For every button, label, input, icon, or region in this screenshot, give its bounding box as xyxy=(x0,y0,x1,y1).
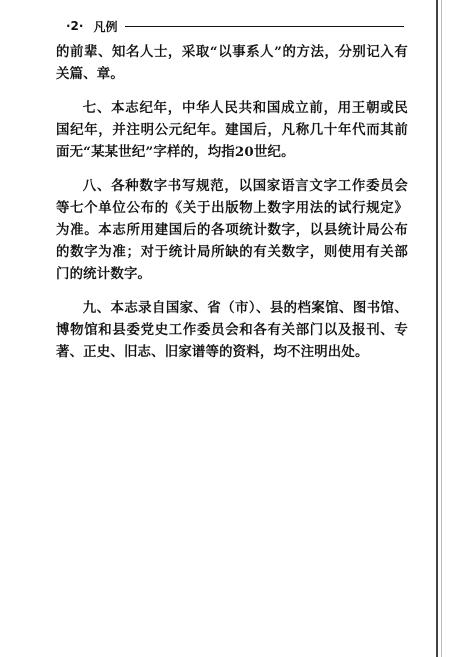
body-text xyxy=(56,41,408,375)
paragraph-continued: 的前辈、知名人士，采取“以事系人”的方法，分别记入有关篇、章。 xyxy=(56,44,408,82)
paragraph-item-8: 八、各种数字书写规范，以国家语言文字工作委员会等七个单位公布的《关于出版物上数字用法的试行规定》为准。本志所用建国后的各项统计数字，以县统计局公布的数字为准；对于统计局所缺的有关数字，则使用有关部门的统计数字。 xyxy=(56,178,408,282)
paragraph-item-7: 七、本志纪年，中华人民共和国成立前，用王朝或民国纪年，并注明公元纪年。建国后，凡称几十年代而其前面无“某某世纪”字样的，均指20世纪。 xyxy=(56,100,408,160)
page-header xyxy=(66,18,404,34)
page-edge-shadow xyxy=(436,0,438,657)
header-rule xyxy=(125,26,404,27)
paragraph-item-9: 九、本志录自国家、省（市）、县的档案馆、图书馆、博物馆和县委党史工作委员会和各有关部门以及报刊、专著、正史、旧志、旧家谱等的资料，均不注明出处。 xyxy=(56,300,408,360)
page-edge-line xyxy=(441,0,442,657)
page-number: ·2· xyxy=(66,19,84,33)
section-title: 凡例 xyxy=(93,19,118,34)
